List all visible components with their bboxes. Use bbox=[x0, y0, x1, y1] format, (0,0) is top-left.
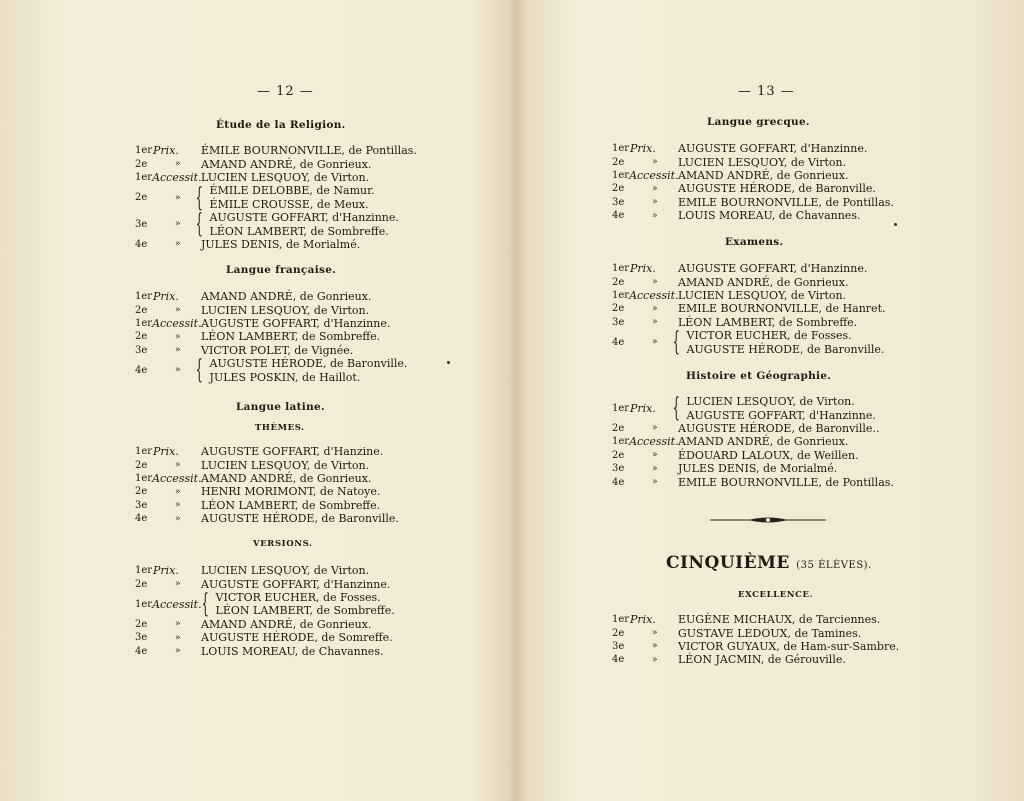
list-item: 2e » GUSTAVE LEDOUX, de Tamines. bbox=[612, 626, 862, 640]
list-item: 1er Accessit. AMAND ANDRÉ, de Gonrieux. bbox=[612, 435, 849, 449]
list-item: 4e » EMILE BOURNONVILLE, de Pontillas. bbox=[612, 475, 894, 489]
ornamental-divider bbox=[708, 515, 828, 525]
list-item: 2e » LUCIEN LESQUOY, de Virton. bbox=[135, 458, 370, 472]
list-item: 2e » LÉON LAMBERT, de Sombreffe. bbox=[135, 330, 381, 344]
list-item: 4e » LOUIS MOREAU, de Chavannes. bbox=[612, 209, 861, 223]
ink-speck bbox=[447, 361, 450, 364]
list-item: ÉMILE CROUSSE, de Meux. bbox=[209, 197, 369, 211]
list-item: 3e » EMILE BOURNONVILLE, de Pontillas. bbox=[612, 195, 894, 209]
list-item: ÉMILE DELOBBE, de Namur. bbox=[209, 184, 375, 198]
section-title: Langue grecque. bbox=[707, 116, 810, 128]
list-item: 4e » AUGUSTE HÉRODE, de Baronville. bbox=[135, 512, 399, 526]
section-title: Langue latine. bbox=[236, 401, 325, 413]
list-item: 3e » VICTOR POLET, de Vignée. bbox=[135, 343, 354, 357]
list-item: 2e » AUGUSTE HÉRODE, de Baronville.. bbox=[612, 421, 880, 435]
list-item: 1er Accessit. AMAND ANDRÉ, de Gonrieux. bbox=[612, 168, 849, 182]
page-right bbox=[512, 0, 1024, 801]
list-group: 1er Accessit. { VICTOR EUCHER, de Fosses. LÉON LAMBERT, de Sombreffe. bbox=[135, 589, 395, 620]
versions-list bbox=[135, 564, 395, 658]
list-group: 2e » { ÉMILE DELOBBE, de Namur. ÉMILE CROUSSE, de Meux. bbox=[135, 182, 375, 213]
religion-list bbox=[135, 144, 417, 251]
class-title: CINQUIÈME (35 ÉLÈVES). bbox=[666, 553, 872, 573]
list-item: LÉON LAMBERT, de Sombreffe. bbox=[209, 224, 389, 238]
list-group: 1er Prix. { LUCIEN LESQUOY, de Virton. AUGUSTE GOFFART, d'Hanzinne. bbox=[612, 393, 876, 424]
list-item: 1er Prix. EUGÈNE MICHAUX, de Tarciennes. bbox=[612, 613, 881, 627]
histoire-list bbox=[612, 395, 894, 489]
section-title: Étude de la Religion. bbox=[216, 119, 346, 131]
ink-speck bbox=[894, 223, 897, 226]
list-item: 1er Prix. ÉMILE BOURNONVILLE, de Pontillas. bbox=[135, 144, 417, 158]
sub-title: VERSIONS. bbox=[253, 539, 313, 549]
list-item: 4e » LOUIS MOREAU, de Chavannes. bbox=[135, 644, 384, 658]
grecque-list bbox=[612, 142, 894, 222]
list-item: 1er Prix. AUGUSTE GOFFART, d'Hanzine. bbox=[135, 445, 384, 459]
list-group: 4e » { AUGUSTE HÉRODE, de Baronville. JULES POSKIN, de Haillot. bbox=[135, 355, 408, 386]
page-number: — 12 — bbox=[257, 84, 314, 99]
brace-icon: { bbox=[672, 327, 680, 358]
list-item: AUGUSTE GOFFART, d'Hanzinne. bbox=[686, 408, 876, 422]
list-item: 3e » LÉON LAMBERT, de Sombreffe. bbox=[612, 315, 858, 329]
brace-icon: { bbox=[195, 355, 203, 386]
list-item: 2e » AMAND ANDRÉ, de Gonrieux. bbox=[135, 157, 372, 171]
list-item: 3e » LÉON LAMBERT, de Sombreffe. bbox=[135, 498, 381, 512]
brace-icon: { bbox=[672, 393, 680, 424]
list-item: 2e » ÉDOUARD LALOUX, de Weillen. bbox=[612, 448, 859, 462]
list-item: AUGUSTE GOFFART, d'Hanzinne. bbox=[209, 211, 399, 225]
list-item: AUGUSTE HÉRODE, de Baronville. bbox=[209, 357, 408, 371]
list-group: 4e » { VICTOR EUCHER, de Fosses. AUGUSTE HÉRODE, de Baronville. bbox=[612, 327, 885, 358]
list-item: 2e » AMAND ANDRÉ, de Gonrieux. bbox=[612, 275, 849, 289]
examens-list bbox=[612, 262, 886, 356]
list-item: 2e » AUGUSTE GOFFART, d'Hanzinne. bbox=[135, 577, 391, 591]
list-item: LÉON LAMBERT, de Sombreffe. bbox=[215, 604, 395, 618]
excellence-list bbox=[612, 613, 899, 667]
list-group: 3e » { AUGUSTE GOFFART, d'Hanzinne. LÉON LAMBERT, de Sombreffe. bbox=[135, 209, 399, 240]
themes-list bbox=[135, 445, 399, 525]
list-item: 2e » AMAND ANDRÉ, de Gonrieux. bbox=[135, 617, 372, 631]
list-item: JULES POSKIN, de Haillot. bbox=[209, 370, 361, 384]
page-number: — 13 — bbox=[738, 84, 795, 99]
list-item: VICTOR EUCHER, de Fosses. bbox=[215, 590, 381, 604]
section-title: Examens. bbox=[725, 236, 784, 248]
list-item: 1er Prix. AUGUSTE GOFFART, d'Hanzinne. bbox=[612, 142, 868, 156]
brace-icon: { bbox=[195, 182, 203, 213]
sub-title: THÈMES. bbox=[255, 423, 305, 433]
list-item: 1er Accessit. AMAND ANDRÉ, de Gonrieux. bbox=[135, 471, 372, 485]
list-item: 2e » HENRI MORIMONT, de Natoye. bbox=[135, 485, 381, 499]
list-item: 1er Prix. AUGUSTE GOFFART, d'Hanzinne. bbox=[612, 262, 868, 276]
list-item: 3e » VICTOR GUYAUX, de Ham-sur-Sambre. bbox=[612, 639, 900, 653]
list-item: 1er Prix. LUCIEN LESQUOY, de Virton. bbox=[135, 564, 370, 578]
francaise-list bbox=[135, 290, 407, 384]
brace-icon: { bbox=[201, 589, 209, 620]
list-item: 1er Accessit. AUGUSTE GOFFART, d'Hanzinne. bbox=[135, 316, 391, 330]
list-item: 1er Accessit. LUCIEN LESQUOY, de Virton. bbox=[612, 288, 847, 302]
list-item: 3e » JULES DENIS, de Morialmé. bbox=[612, 462, 838, 476]
list-item: LUCIEN LESQUOY, de Virton. bbox=[686, 395, 855, 409]
section-title: Histoire et Géographie. bbox=[686, 370, 832, 382]
brace-icon: { bbox=[195, 209, 203, 240]
class-count: (35 ÉLÈVES). bbox=[796, 560, 872, 571]
list-item: 4e » JULES DENIS, de Morialmé. bbox=[135, 237, 361, 251]
list-item: 1er Prix. AMAND ANDRÉ, de Gonrieux. bbox=[135, 290, 372, 304]
list-item: AUGUSTE HÉRODE, de Baronville. bbox=[686, 342, 885, 356]
list-item: 3e » AUGUSTE HÉRODE, de Somreffe. bbox=[135, 631, 393, 645]
section-title: Langue française. bbox=[226, 264, 337, 276]
list-item: 2e » AUGUSTE HÉRODE, de Baronville. bbox=[612, 182, 876, 196]
sub-title: EXCELLENCE. bbox=[738, 590, 814, 600]
list-item: 2e » LUCIEN LESQUOY, de Virton. bbox=[135, 303, 370, 317]
list-item: VICTOR EUCHER, de Fosses. bbox=[686, 329, 852, 343]
list-item: 4e » LÉON JACMIN, de Gérouville. bbox=[612, 653, 846, 667]
list-item: 1er Accessit. LUCIEN LESQUOY, de Virton. bbox=[135, 170, 370, 184]
list-item: 2e » EMILE BOURNONVILLE, de Hanret. bbox=[612, 302, 886, 316]
list-item: 2e » LUCIEN LESQUOY, de Virton. bbox=[612, 155, 847, 169]
